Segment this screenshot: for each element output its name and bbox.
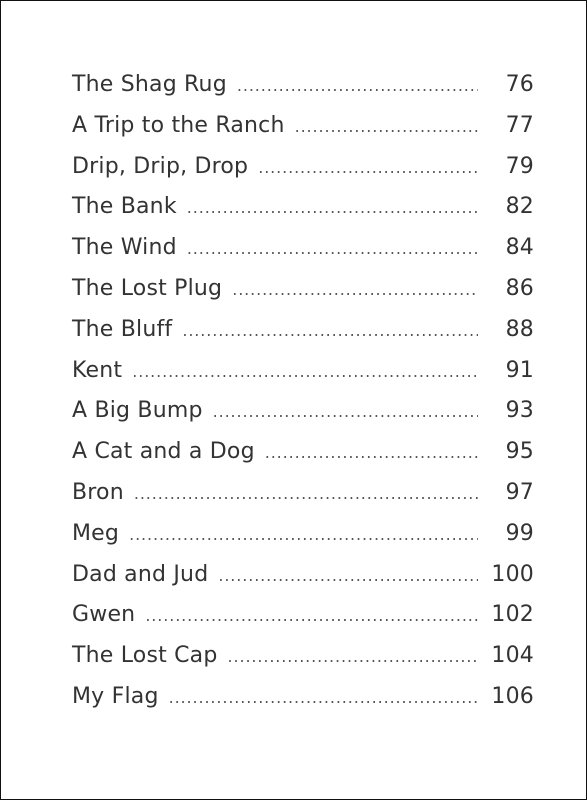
dot-leader (169, 688, 478, 707)
toc-entry-title: Drip, Drip, Drop (72, 153, 249, 179)
toc-entry-title: The Bank (72, 194, 177, 220)
toc-entry-page-number: 97 (505, 479, 534, 505)
toc-entry-page-number: 106 (491, 683, 534, 709)
toc-entry[interactable] (72, 562, 534, 603)
toc-entry-title: Kent (72, 357, 123, 383)
toc-entry[interactable] (72, 194, 534, 235)
dot-leader (295, 117, 478, 136)
toc-entry[interactable] (72, 602, 534, 643)
toc-entry[interactable] (72, 398, 534, 439)
toc-entry-title: Bron (72, 479, 124, 505)
toc-entry[interactable] (72, 154, 534, 195)
dot-leader (265, 443, 478, 462)
dot-leader (182, 321, 478, 340)
toc-entry-title: A Trip to the Ranch (72, 112, 285, 138)
toc-entry[interactable] (72, 72, 534, 113)
toc-entry-title: A Big Bump (72, 398, 203, 424)
toc-entry-page-number: 88 (505, 316, 534, 342)
dot-leader (187, 198, 478, 217)
dot-leader (129, 525, 478, 544)
toc-entry[interactable] (72, 643, 534, 684)
toc-entry-title: Meg (72, 520, 120, 546)
toc-entry-page-number: 86 (505, 275, 534, 301)
dot-leader (237, 76, 478, 95)
toc-entry[interactable] (72, 317, 534, 358)
dot-leader (213, 402, 478, 421)
toc-entry[interactable] (72, 276, 534, 317)
toc-entry-page-number: 93 (505, 398, 534, 424)
toc-entry-page-number: 77 (505, 112, 534, 138)
toc-entry-title: Dad and Jud (72, 561, 209, 587)
toc-entry[interactable] (72, 439, 534, 480)
table-of-contents (72, 72, 534, 725)
toc-entry[interactable] (72, 480, 534, 521)
toc-entry-page-number: 79 (505, 153, 534, 179)
dot-leader (132, 362, 478, 381)
toc-entry[interactable] (72, 235, 534, 276)
dot-leader (218, 566, 478, 585)
dot-leader (228, 647, 478, 666)
toc-entry-page-number: 82 (505, 194, 534, 220)
toc-entry-page-number: 100 (491, 561, 534, 587)
dot-leader (187, 239, 478, 258)
toc-entry-title: The Lost Cap (72, 643, 218, 669)
toc-entry-page-number: 102 (491, 602, 534, 628)
toc-entry[interactable] (72, 684, 534, 725)
toc-entry-title: Gwen (72, 602, 136, 628)
toc-entry[interactable] (72, 358, 534, 399)
toc-entry-title: The Bluff (72, 316, 173, 342)
dot-leader (232, 280, 478, 299)
toc-entry-page-number: 104 (491, 643, 534, 669)
toc-entry-title: The Lost Plug (72, 275, 223, 301)
toc-entry-page-number: 91 (505, 357, 534, 383)
toc-entry-page-number: 84 (505, 235, 534, 261)
toc-entry-page-number: 95 (505, 439, 534, 465)
toc-entry-title: A Cat and a Dog (72, 439, 255, 465)
toc-entry-title: My Flag (72, 683, 159, 709)
toc-entry-title: The Wind (72, 235, 177, 261)
dot-leader (134, 484, 478, 503)
toc-entry[interactable] (72, 113, 534, 154)
toc-entry[interactable] (72, 521, 534, 562)
toc-entry-page-number: 99 (505, 520, 534, 546)
toc-entry-page-number: 76 (505, 72, 534, 97)
dot-leader (145, 606, 478, 625)
dot-leader (258, 158, 478, 177)
toc-entry-title: The Shag Rug (72, 72, 227, 97)
